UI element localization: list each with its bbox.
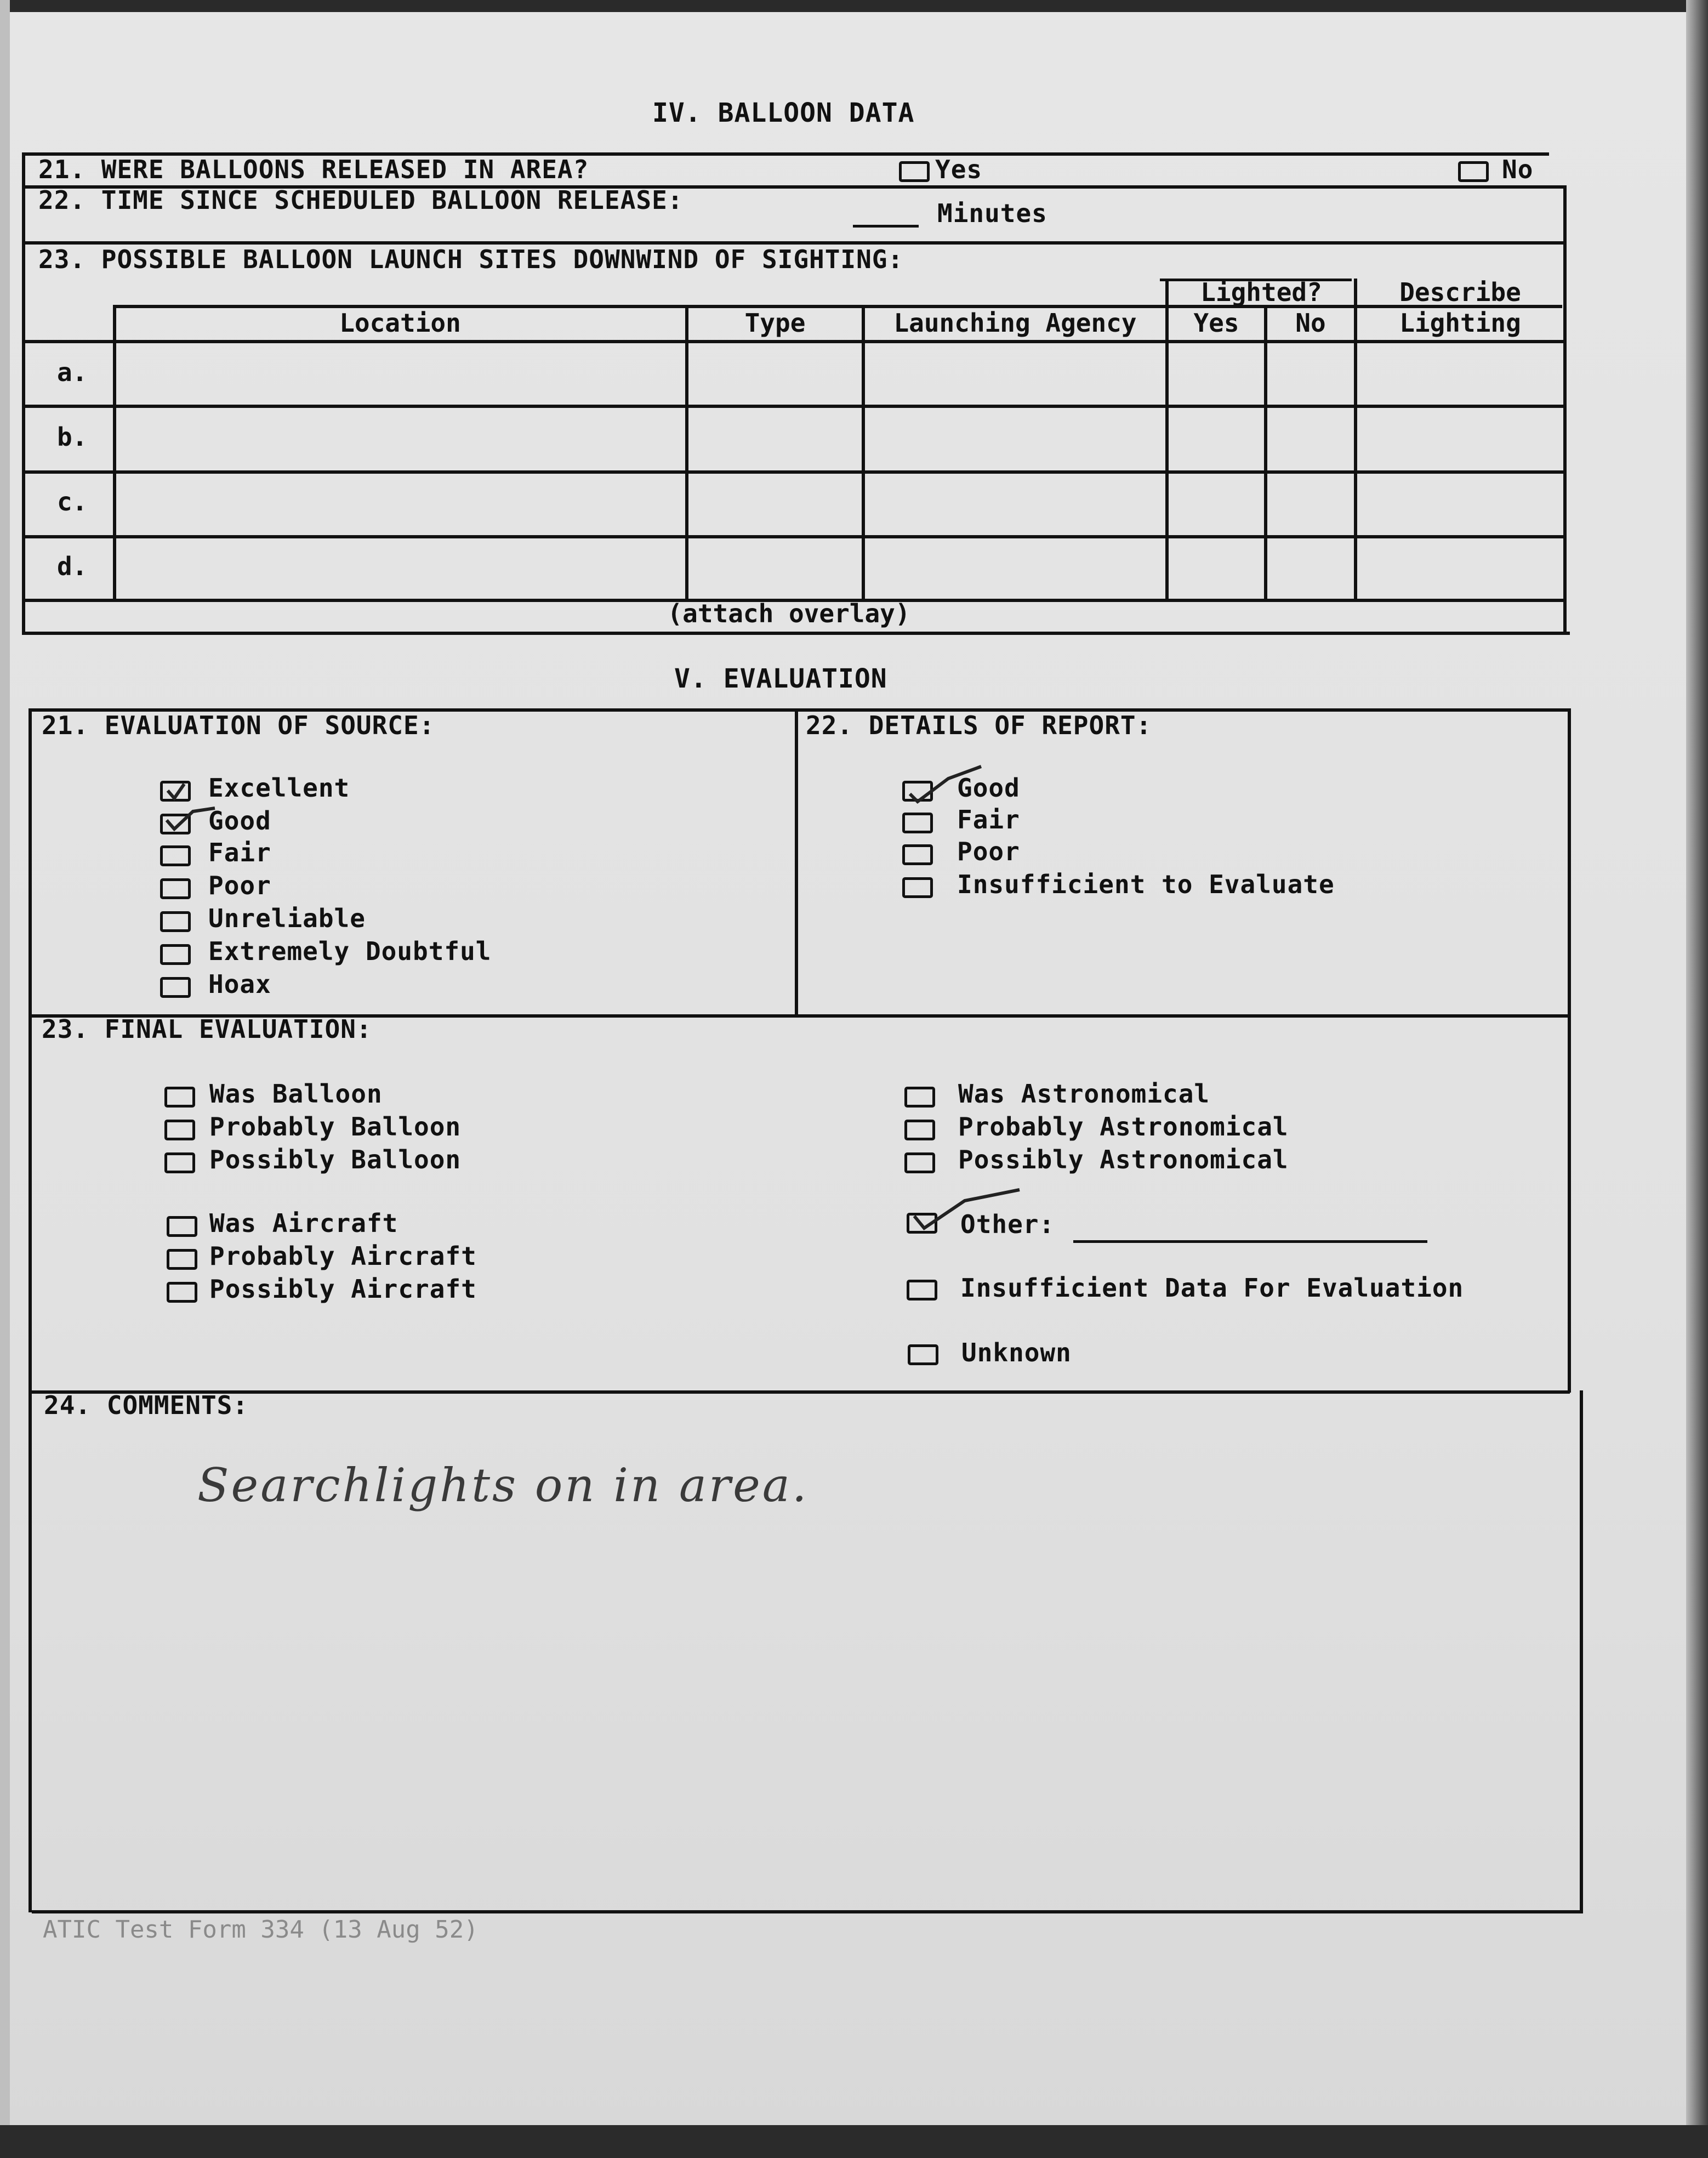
details-report-label: 22. DETAILS OF REPORT: <box>806 711 1152 740</box>
probably-balloon-checkbox[interactable] <box>164 1120 195 1140</box>
possibly-astronomical-checkbox[interactable] <box>904 1152 935 1173</box>
scan-edge-left <box>0 0 10 2158</box>
col-launching-agency: Launching Agency <box>893 308 1137 338</box>
q21-no-checkbox[interactable] <box>1458 161 1489 182</box>
rule <box>1264 305 1267 601</box>
source-extremely-doubtful-checkbox[interactable] <box>160 944 191 965</box>
was-aircraft-label: Was Aircraft <box>209 1208 398 1238</box>
source-eval-label: 21. EVALUATION OF SOURCE: <box>42 711 435 740</box>
q21-yes-checkbox[interactable] <box>899 161 930 182</box>
was-aircraft-checkbox[interactable] <box>167 1216 197 1237</box>
details-poor-label: Poor <box>957 837 1020 866</box>
rule <box>113 305 116 601</box>
other-checkmark <box>904 1184 1036 1239</box>
source-hoax-label: Hoax <box>208 969 271 999</box>
col-describe-lighting-2: Lighting <box>1399 308 1521 338</box>
rule <box>22 470 1563 474</box>
was-balloon-label: Was Balloon <box>209 1079 383 1109</box>
row-label-d: d. <box>57 552 88 581</box>
scan-edge-right <box>1686 0 1708 2158</box>
unknown-label: Unknown <box>961 1338 1072 1367</box>
probably-aircraft-label: Probably Aircraft <box>209 1241 477 1271</box>
attach-overlay-note: (attach overlay) <box>667 599 910 628</box>
rule <box>22 405 1563 408</box>
scan-edge-top <box>0 0 1708 12</box>
rule <box>1563 185 1567 635</box>
col-type: Type <box>744 308 806 338</box>
unknown-checkbox[interactable] <box>908 1344 938 1365</box>
was-astronomical-checkbox[interactable] <box>904 1087 935 1108</box>
source-hoax-checkbox[interactable] <box>160 977 191 998</box>
source-fair-checkbox[interactable] <box>160 845 191 866</box>
possibly-aircraft-label: Possibly Aircraft <box>209 1274 477 1304</box>
was-astronomical-label: Was Astronomical <box>958 1079 1210 1109</box>
source-extremely-doubtful-label: Extremely Doubtful <box>208 936 492 966</box>
probably-balloon-label: Probably Balloon <box>209 1112 462 1142</box>
details-fair-checkbox[interactable] <box>902 813 933 833</box>
probably-astronomical-checkbox[interactable] <box>904 1120 935 1140</box>
details-good-checkmark <box>899 762 1009 806</box>
rule <box>29 1390 1570 1394</box>
q22-time-since-release-label: 22. TIME SINCE SCHEDULED BALLOON RELEASE: <box>38 185 684 215</box>
details-fair-label: Fair <box>957 805 1020 834</box>
other-blank-line[interactable] <box>1073 1240 1427 1243</box>
q22-minutes-blank[interactable] <box>853 225 919 228</box>
rule <box>795 708 798 1014</box>
row-label-b: b. <box>57 422 88 452</box>
details-insufficient-label: Insufficient to Evaluate <box>957 870 1335 899</box>
comments-handwritten-text: Searchlights on in area. <box>197 1458 809 1512</box>
col-location: Location <box>339 308 461 338</box>
rule <box>1580 1390 1583 1912</box>
col-lighted-no: No <box>1295 308 1326 338</box>
section-v-title: V. EVALUATION <box>674 663 887 694</box>
rule <box>22 632 1570 635</box>
details-insufficient-checkbox[interactable] <box>902 877 933 898</box>
source-good-label: Good <box>208 806 271 836</box>
rule <box>22 152 25 635</box>
comments-label: 24. COMMENTS: <box>44 1390 249 1420</box>
other-label: Other: <box>960 1209 1055 1239</box>
source-unreliable-checkbox[interactable] <box>160 911 191 932</box>
details-poor-checkbox[interactable] <box>902 844 933 865</box>
row-label-a: a. <box>57 357 88 387</box>
insufficient-data-label: Insufficient Data For Evaluation <box>960 1273 1464 1303</box>
details-good-label: Good <box>957 773 1020 803</box>
col-describe-lighting-1: Describe <box>1399 277 1521 307</box>
probably-astronomical-label: Probably Astronomical <box>958 1112 1289 1142</box>
source-poor-checkbox[interactable] <box>160 878 191 899</box>
final-eval-label: 23. FINAL EVALUATION: <box>42 1014 372 1044</box>
rule <box>32 1910 1583 1913</box>
col-lighted-yes: Yes <box>1193 308 1239 338</box>
source-excellent-label: Excellent <box>208 773 350 803</box>
rule <box>1568 708 1571 1393</box>
rule <box>685 305 688 601</box>
rule <box>22 535 1563 538</box>
q21-yes-label: Yes <box>935 155 983 184</box>
possibly-astronomical-label: Possibly Astronomical <box>958 1145 1289 1174</box>
q23-launch-sites-label: 23. POSSIBLE BALLOON LAUNCH SITES DOWNWIND OF SIGHTING: <box>38 245 904 274</box>
possibly-aircraft-checkbox[interactable] <box>167 1282 197 1303</box>
possibly-balloon-checkbox[interactable] <box>164 1152 195 1173</box>
row-label-c: c. <box>57 487 88 516</box>
form-footer: ATIC Test Form 334 (13 Aug 52) <box>43 1916 479 1944</box>
q21-balloons-released-label: 21. WERE BALLOONS RELEASED IN AREA? <box>38 155 589 184</box>
rule <box>29 708 32 1912</box>
rule <box>22 340 1563 343</box>
q22-minutes-label: Minutes <box>937 198 1047 228</box>
rule <box>862 305 865 601</box>
was-balloon-checkbox[interactable] <box>164 1087 195 1108</box>
scan-edge-bottom <box>0 2125 1708 2158</box>
source-unreliable-label: Unreliable <box>208 904 366 933</box>
probably-aircraft-checkbox[interactable] <box>167 1249 197 1270</box>
section-iv-title: IV. BALLOON DATA <box>652 98 915 128</box>
source-good-checkmark <box>160 806 220 844</box>
source-fair-label: Fair <box>208 838 271 867</box>
q21-no-label: No <box>1502 155 1534 184</box>
source-poor-label: Poor <box>208 871 271 900</box>
insufficient-data-checkbox[interactable] <box>907 1280 937 1301</box>
possibly-balloon-label: Possibly Balloon <box>209 1145 462 1174</box>
col-lighted: Lighted? <box>1200 277 1322 307</box>
